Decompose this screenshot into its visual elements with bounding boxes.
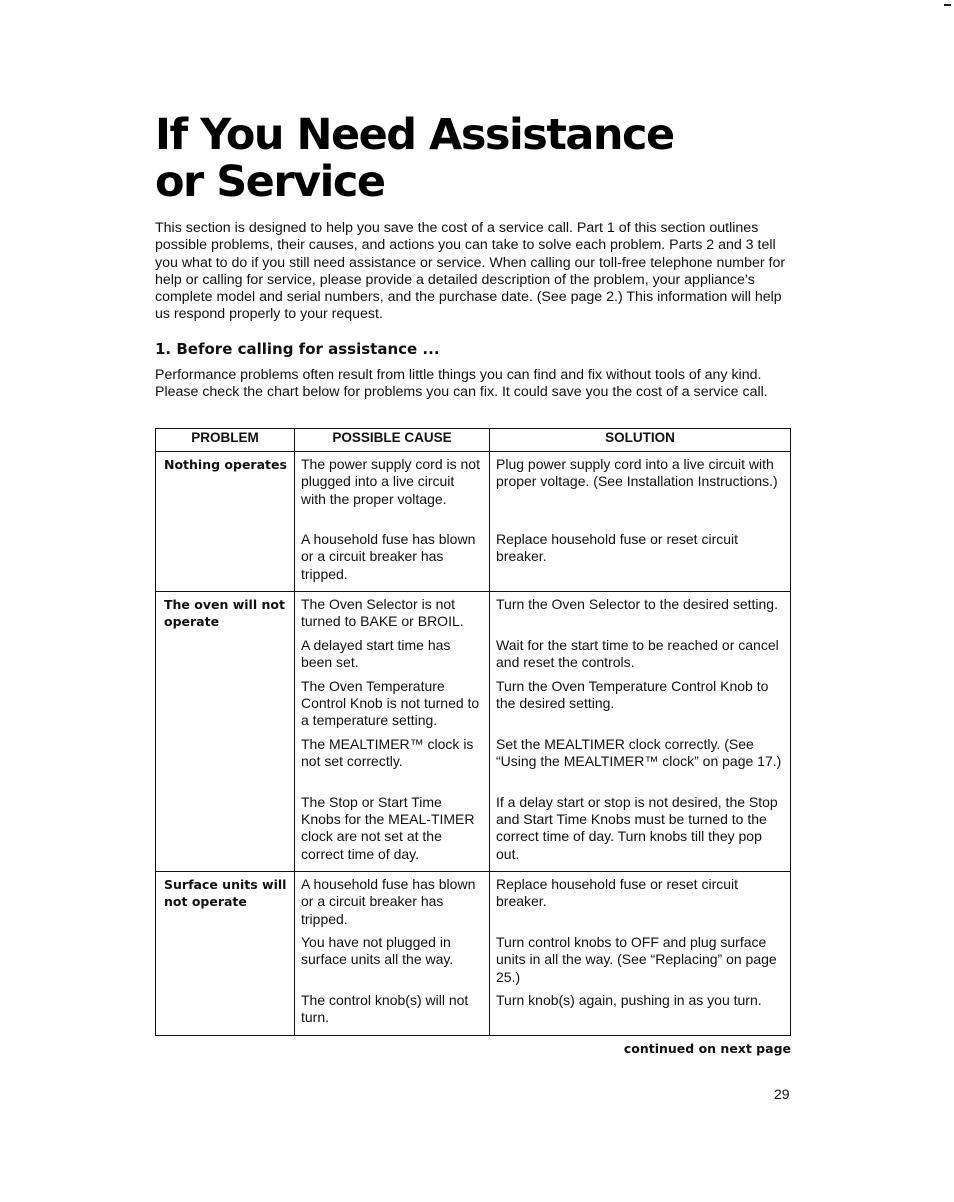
problem-cell: Nothing operates xyxy=(156,452,295,592)
page-number: 29 xyxy=(774,1086,790,1102)
troubleshooting-table xyxy=(155,428,791,1036)
header-problem: PROBLEM xyxy=(156,429,295,452)
cause-item: The Oven Selector is not turned to BAKE or BROIL. xyxy=(301,595,464,630)
cause-item: A household fuse has blown or a circuit breaker has tripped. xyxy=(301,876,476,927)
intro-paragraph: This section is designed to help you save the cost of a service call. Part 1 of this section outlines possible problems, their causes, and actions you can take to solve each problem. Parts 2 and 3 tell you what to do if you still need assistance or service. When calling our toll-free telephone number for help or calling for service, please provide a detailed description of the problem, your appliance’s complete model and serial numbers, and the purchase date. (See page 2.) This information will help us respond properly to your request. xyxy=(155,220,786,323)
title-line-2: or Service xyxy=(155,157,385,207)
table-row xyxy=(156,591,791,871)
cause-item: A delayed start time has been set. xyxy=(301,636,451,671)
cause-item: The Stop or Start Time Knobs for the MEAL-TIMER clock are not set at the correct time of day. xyxy=(301,793,475,862)
edge-mark xyxy=(944,4,951,6)
solution-item: Turn the Oven Temperature Control Knob to the desired setting. xyxy=(496,677,769,712)
solution-cell xyxy=(490,452,791,592)
solution-cell xyxy=(490,591,791,871)
cause-cell xyxy=(295,591,490,871)
cause-item: The MEALTIMER™ clock is not set correctly. xyxy=(301,735,474,770)
solution-item: Replace household fuse or reset circuit breaker. xyxy=(496,876,739,910)
solution-item: Plug power supply cord into a live circuit with proper voltage. (See Installation Instructions.) xyxy=(496,456,778,490)
table-row xyxy=(156,452,791,592)
header-possible-cause: POSSIBLE CAUSE xyxy=(295,429,490,452)
problem-cell: The oven will not operate xyxy=(156,591,295,871)
cause-item: The Oven Temperature Control Knob is not turned to a temperature setting. xyxy=(301,677,480,729)
solution-item: Turn control knobs to OFF and plug surface units in all the way. (See “Replacing” on page 25.) xyxy=(496,934,777,985)
cause-item: The power supply cord is not plugged into a live circuit with the proper voltage. xyxy=(301,456,480,507)
title-line-1: If You Need Assistance xyxy=(155,110,674,160)
solution-item: Wait for the start time to be reached or cancel and reset the controls. xyxy=(496,636,779,671)
solution-item: Set the MEALTIMER clock correctly. (See “Using the MEALTIMER™ clock” on page 17.) xyxy=(496,735,782,770)
solution-item: Turn knob(s) again, pushing in as you turn. xyxy=(496,992,762,1009)
header-solution: SOLUTION xyxy=(490,429,791,452)
table-header-row xyxy=(156,429,791,452)
section-paragraph: Performance problems often result from little things you can find and fix without tools of any kind. Please check the chart below for problems you can fix. It could save you the cost of a service call. xyxy=(155,367,768,401)
solution-item: Replace household fuse or reset circuit breaker. xyxy=(496,531,739,565)
solution-item: If a delay start or stop is not desired, the Stop and Start Time Knobs must be turned to the correct time of day. Turn knobs till they pop out. xyxy=(496,793,778,862)
solution-item: Turn the Oven Selector to the desired setting. xyxy=(496,595,778,612)
section-heading: 1. Before calling for assistance ... xyxy=(155,340,440,358)
continued-note: continued on next page xyxy=(623,1041,791,1056)
cause-cell xyxy=(295,872,490,1036)
cause-item: The control knob(s) will not turn. xyxy=(301,992,469,1026)
problem-cell: Surface units will not operate xyxy=(156,872,295,1036)
table-row xyxy=(156,872,791,1036)
cause-item: A household fuse has blown or a circuit breaker has tripped. xyxy=(301,531,476,582)
cause-item: You have not plugged in surface units all the way. xyxy=(301,934,454,968)
page-title xyxy=(155,112,674,206)
cause-cell xyxy=(295,452,490,592)
solution-cell xyxy=(490,872,791,1036)
